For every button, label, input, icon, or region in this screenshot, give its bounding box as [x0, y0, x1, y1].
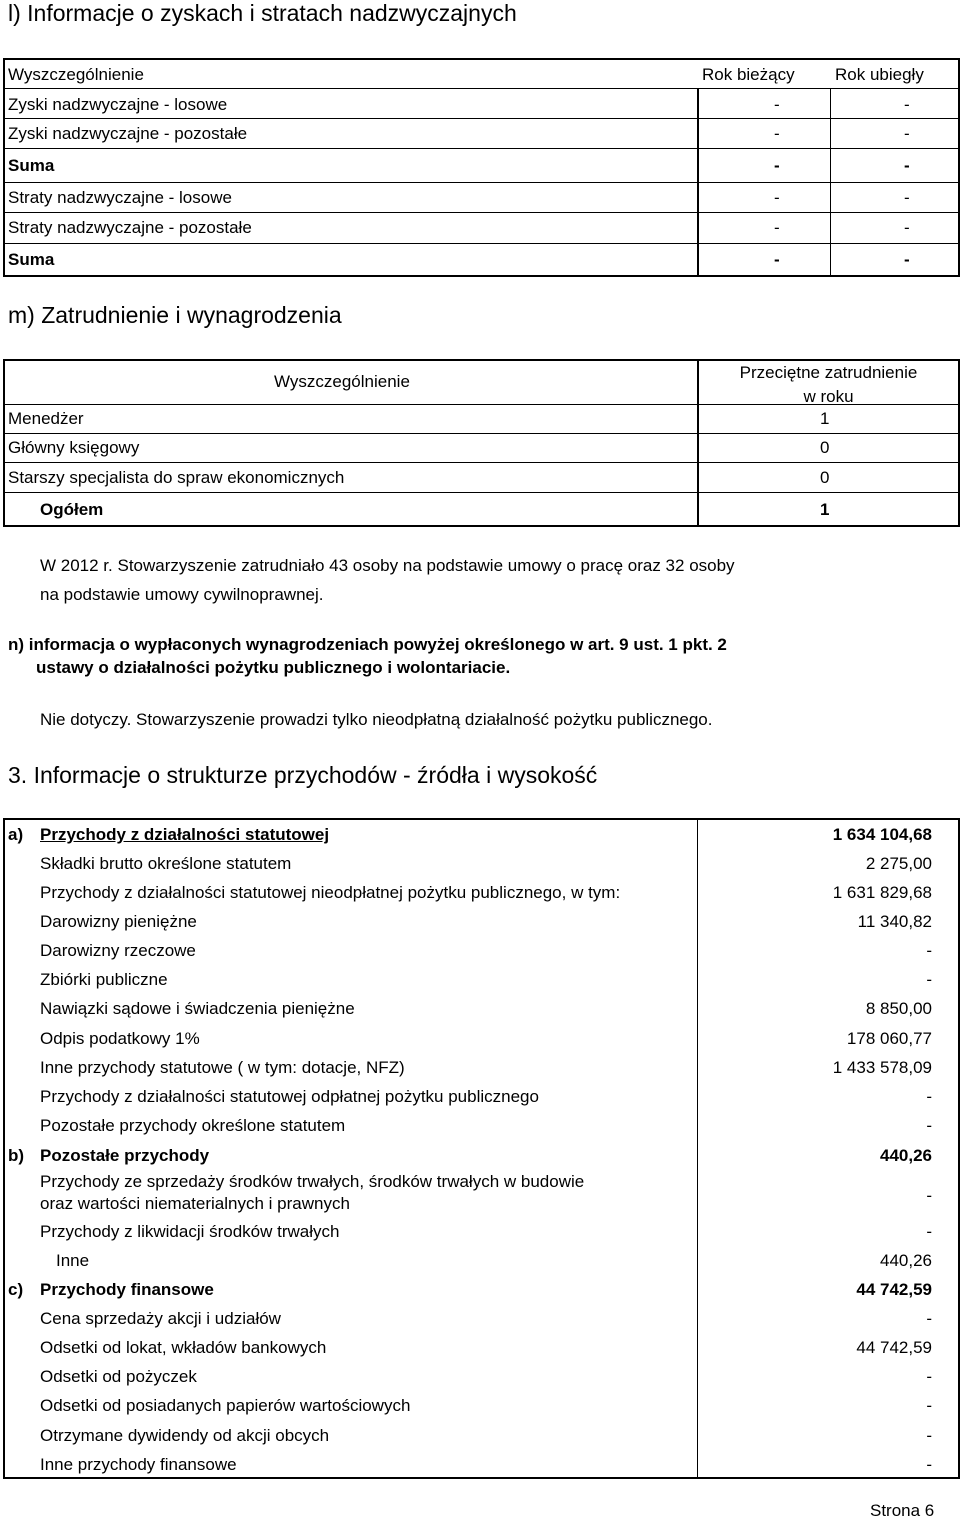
- revenue-row-label: Inne przychody statutowe ( w tym: dotacje, NFZ): [40, 1058, 405, 1077]
- revenue-row-value: -: [926, 1087, 932, 1106]
- revenue-row-value: -: [926, 1309, 932, 1328]
- revenue-row-value: -: [926, 1222, 932, 1241]
- table-row-current: -: [774, 250, 780, 269]
- section-n-text: Nie dotyczy. Stowarzyszenie prowadzi tylko nieodpłatną działalność pożytku publicznego.: [40, 710, 713, 729]
- revenue-row-label: Otrzymane dywidendy od akcji obcych: [40, 1426, 330, 1445]
- revenue-row-value: 178 060,77: [846, 1029, 932, 1048]
- revenue-row-value: 8 850,00: [865, 999, 932, 1018]
- table-row-label: Suma: [8, 250, 55, 269]
- revenue-row-label: Przychody finansowe: [40, 1280, 214, 1299]
- revenue-row-label: Inne przychody finansowe: [40, 1455, 237, 1474]
- table-row-previous: -: [904, 250, 910, 269]
- revenue-row-value: 440,26: [880, 1251, 932, 1270]
- revenue-row-value: -: [926, 1116, 932, 1135]
- m-total-value: 1: [820, 500, 830, 519]
- revenue-row-value: -: [926, 970, 932, 989]
- revenue-row-label: Zbiórki publiczne: [40, 970, 168, 989]
- col-header-wyszczegolnienie: Wyszczególnienie: [8, 65, 144, 84]
- revenue-row-label: Składki brutto określone statutem: [40, 854, 292, 873]
- revenue-row-value: -: [926, 1186, 932, 1205]
- table-row-label: Straty nadzwyczajne - pozostałe: [8, 218, 252, 237]
- revenue-row-label: Przychody z działalności statutowej: [40, 825, 330, 844]
- revenue-row-value: 44 742,59: [856, 1280, 932, 1299]
- revenue-row-value: 2 275,00: [865, 854, 932, 873]
- table-row-current: -: [774, 218, 780, 237]
- revenue-row-label-cont: oraz wartości niematerialnych i prawnych: [40, 1194, 350, 1213]
- table-row-label: Suma: [8, 156, 55, 175]
- section-l-title: l) Informacje o zyskach i stratach nadzwyczajnych: [8, 0, 517, 26]
- revenue-row-label: Darowizny pieniężne: [40, 912, 197, 931]
- revenue-row-letter: c): [8, 1280, 24, 1299]
- revenue-row-value: 440,26: [880, 1146, 932, 1165]
- table-row-previous: -: [904, 156, 910, 175]
- col-header-rok-ubiegly: Rok ubiegły: [835, 65, 924, 84]
- revenue-row-value: -: [926, 1396, 932, 1415]
- revenue-row-value: 1 634 104,68: [832, 825, 932, 844]
- revenue-row-value: -: [926, 1455, 932, 1474]
- revenue-row-value: -: [926, 1426, 932, 1445]
- m-header-przecietne-zatrudnienie: Przeciętne zatrudnienie: [739, 363, 918, 382]
- revenue-row-label: Przychody z likwidacji środków trwałych: [40, 1222, 340, 1241]
- revenue-row-label: Odsetki od lokat, wkładów bankowych: [40, 1338, 327, 1357]
- table-row-current: -: [774, 124, 780, 143]
- revenue-row-label: Darowizny rzeczowe: [40, 941, 196, 960]
- page-number: Strona 6: [870, 1501, 935, 1520]
- revenue-row-value: 1 433 578,09: [832, 1058, 932, 1077]
- revenue-row-label: Przychody ze sprzedaży środków trwałych, środków trwałych w budowie: [40, 1172, 585, 1191]
- revenue-row-label: Pozostałe przychody: [40, 1146, 210, 1165]
- table-row-current: -: [774, 95, 780, 114]
- table-row-current: -: [774, 156, 780, 175]
- revenue-row-label: Pozostałe przychody określone statutem: [40, 1116, 346, 1135]
- revenue-row-label: Odsetki od posiadanych papierów wartościowych: [40, 1396, 411, 1415]
- revenue-row-label: Odsetki od pożyczek: [40, 1367, 197, 1386]
- employment-row-label: Menedżer: [8, 409, 84, 428]
- revenue-row-label: Cena sprzedaży akcji i udziałów: [40, 1309, 281, 1328]
- m-header-w-roku: w roku: [803, 387, 854, 406]
- table-row-label: Zyski nadzwyczajne - losowe: [8, 95, 228, 114]
- revenue-row-value: 11 340,82: [857, 912, 932, 931]
- m-note-line-1: W 2012 r. Stowarzyszenie zatrudniało 43 osoby na podstawie umowy o pracę oraz 32 osoby: [40, 556, 735, 575]
- revenue-row-label: Przychody z działalności statutowej odpłatnej pożytku publicznego: [40, 1087, 539, 1106]
- section-n-title-line-1: n) informacja o wypłaconych wynagrodzeniach powyżej określonego w art. 9 ust. 1 pkt. 2: [8, 635, 727, 654]
- section-3-title: 3. Informacje o strukturze przychodów - źródła i wysokość: [8, 762, 598, 788]
- table-row-current: -: [774, 188, 780, 207]
- section-n-title-line-2: ustawy o działalności pożytku publicznego i wolontariacie.: [36, 658, 511, 677]
- employment-row-value: 0: [820, 468, 830, 487]
- table-row-label: Straty nadzwyczajne - losowe: [8, 188, 232, 207]
- revenue-row-label: Inne: [56, 1251, 90, 1270]
- section-m-title: m) Zatrudnienie i wynagrodzenia: [8, 302, 342, 328]
- revenue-row-letter: b): [8, 1146, 25, 1165]
- table-row-previous: -: [904, 188, 910, 207]
- table-row-previous: -: [904, 218, 910, 237]
- revenue-row-label: Nawiązki sądowe i świadczenia pieniężne: [40, 999, 355, 1018]
- m-note-line-2: na podstawie umowy cywilnoprawnej.: [40, 585, 324, 604]
- revenue-row-value: -: [926, 941, 932, 960]
- revenue-row-label: Odpis podatkowy 1%: [40, 1029, 200, 1048]
- revenue-row-value: 1 631 829,68: [832, 883, 932, 902]
- employment-row-value: 0: [820, 438, 830, 457]
- employment-row-label: Starszy specjalista do spraw ekonomicznych: [8, 468, 345, 487]
- table-row-label: Zyski nadzwyczajne - pozostałe: [8, 124, 248, 143]
- revenue-row-label: Przychody z działalności statutowej nieodpłatnej pożytku publicznego, w tym:: [40, 883, 621, 902]
- table-row-previous: -: [904, 95, 910, 114]
- revenue-row-value: 44 742,59: [856, 1338, 932, 1357]
- m-header-wyszczegolnienie: Wyszczególnienie: [274, 372, 410, 391]
- revenue-row-value: -: [926, 1367, 932, 1386]
- employment-row-label: Główny księgowy: [8, 438, 140, 457]
- employment-row-value: 1: [820, 409, 830, 428]
- table-row-previous: -: [904, 124, 910, 143]
- revenue-row-letter: a): [8, 825, 24, 844]
- col-header-rok-biezacy: Rok bieżący: [702, 65, 795, 84]
- m-total-label: Ogółem: [40, 500, 104, 519]
